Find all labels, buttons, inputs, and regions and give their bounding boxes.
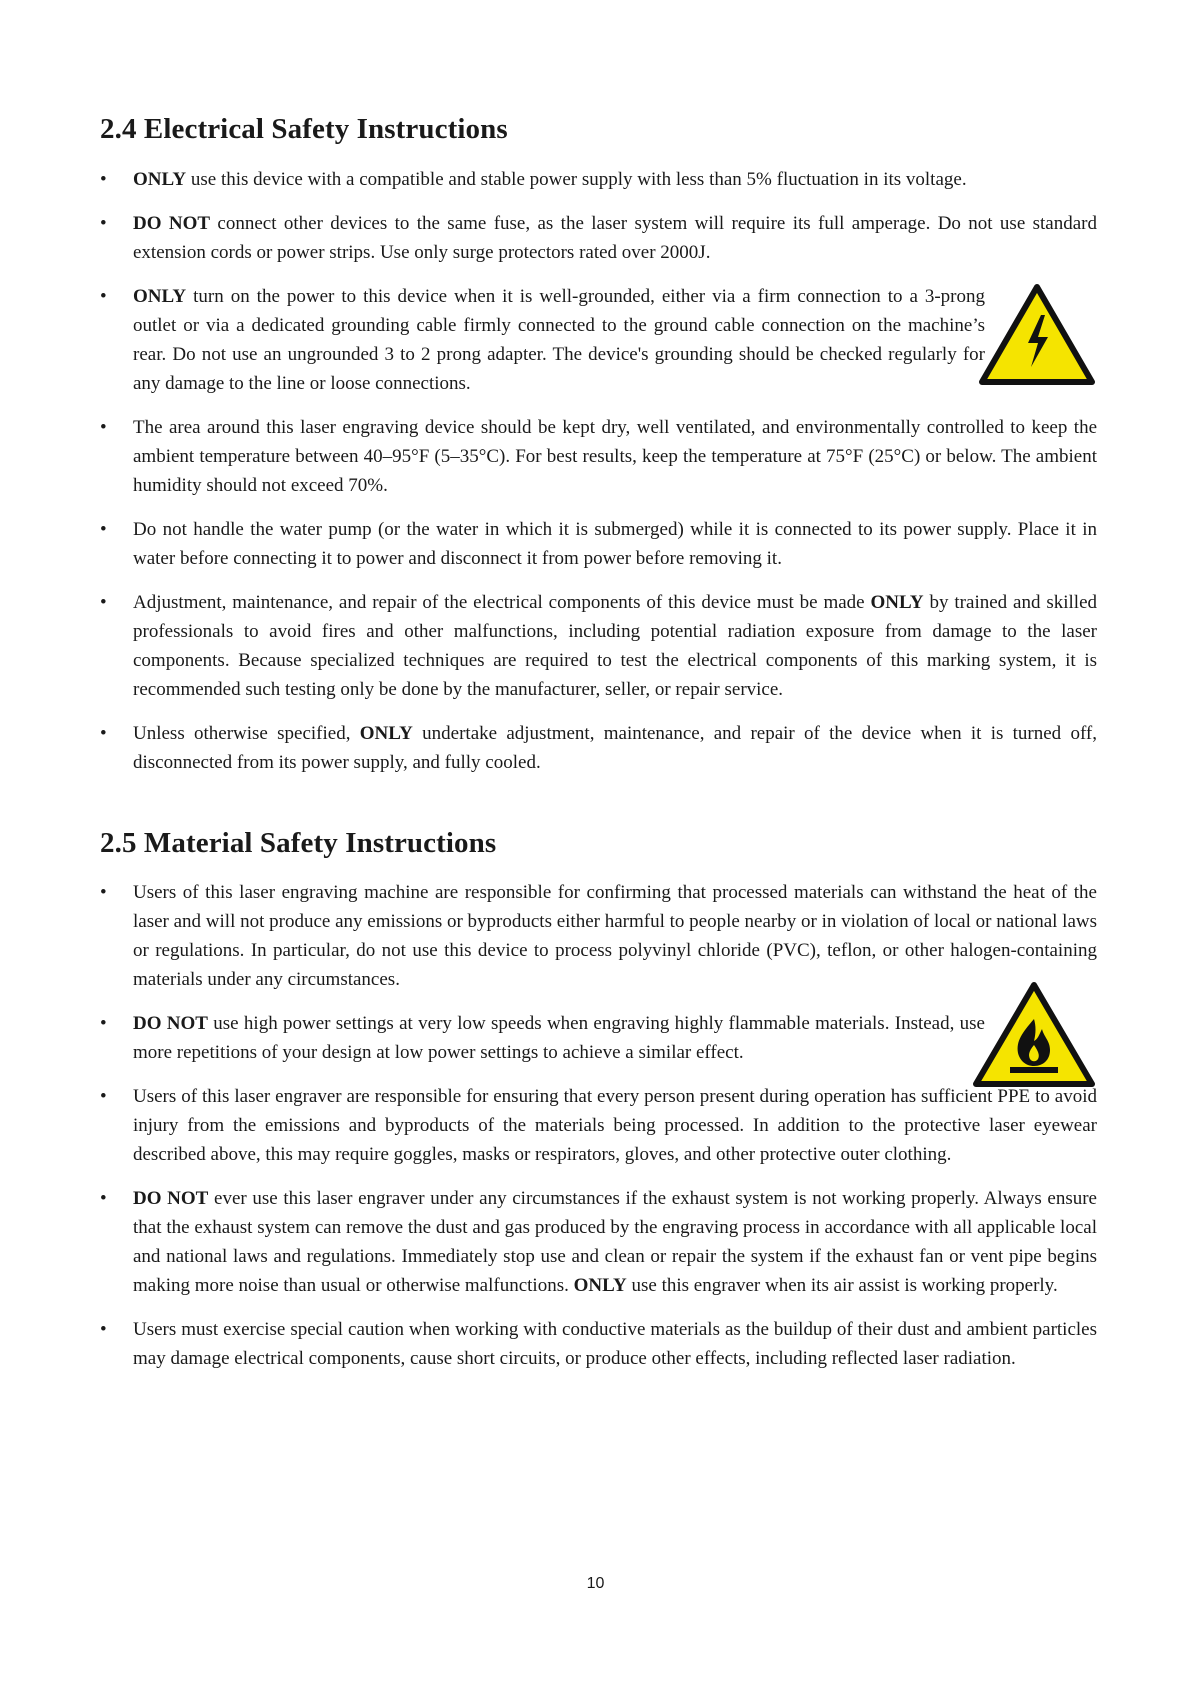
list-item: • DO NOT use high power settings at very low speeds when engraving highly flammable materials. Instead, use more repetitions of your design at low power settings to achieve a similar effect. [100, 1009, 985, 1067]
flammable-hazard-icon [972, 981, 1096, 1089]
list-item: • Unless otherwise specified, ONLY undertake adjustment, maintenance, and repair of the device when it is turned off, disconnected from its power supply, and fully cooled. [100, 719, 1097, 777]
list-item: • DO NOT ever use this laser engraver under any circumstances if the exhaust system is not working properly. Always ensure that the exhaust system can remove the dust and gas produced by the engraving process in accordance with all applicable local and national laws and regulations. Immediately stop use and clean or repair the system if the exhaust fan or vent pipe begins making more noise than usual or otherwise malfunctions. ONLY use this engraver when its air assist is working properly. [100, 1184, 1097, 1300]
page-number: 10 [586, 1575, 605, 1592]
list-item: • Users of this laser engraving machine are responsible for confirming that processed materials can withstand the heat of the laser and will not produce any emissions or byproducts either harmful to people nearby or in violation of local or national laws or regulations. In particular, do not use this device to process polyvinyl chloride (PVC), teflon, or other halogen-containing materials under any circumstances. [100, 878, 1097, 994]
list-item: • Adjustment, maintenance, and repair of the electrical components of this device must be made ONLY by trained and skilled professionals to avoid fires and other malfunctions, including potential radiation exposure from damage to the laser components. Because specialized techniques are required to test the electrical components of this marking system, it is recommended such testing only be done by the manufacturer, seller, or repair service. [100, 588, 1097, 704]
list-item: • The area around this laser engraving device should be kept dry, well ventilated, and environmentally controlled to keep the ambient temperature between 40–95°F (5–35°C). For best results, keep the temperature at 75°F (25°C) or below. The ambient humidity should not exceed 70%. [100, 413, 1097, 500]
list-item: • ONLY use this device with a compatible and stable power supply with less than 5% fluctuation in its voltage. [100, 165, 1097, 194]
section-heading-electrical: 2.4 Electrical Safety Instructions [100, 113, 508, 145]
electrical-hazard-icon [978, 283, 1096, 387]
section-heading-material: 2.5 Material Safety Instructions [100, 827, 497, 859]
list-item: • ONLY turn on the power to this device when it is well-grounded, either via a firm connection to a 3-prong outlet or via a dedicated grounding cable firmly connected to the ground cable connection on the machine’s rear. Do not use an ungrounded 3 to 2 prong adapter. The device's grounding should be checked regularly for any damage to the line or loose connections. [100, 282, 985, 398]
list-item: • DO NOT connect other devices to the same fuse, as the laser system will require its full amperage. Do not use standard extension cords or power strips. Use only surge protectors rated over 2000J. [100, 209, 1097, 267]
electrical-safety-list [100, 165, 1097, 792]
list-item: • Users of this laser engraver are responsible for ensuring that every person present during operation has sufficient PPE to avoid injury from the emissions and byproducts of the materials being processed. In addition to the protective laser eyewear described above, this may require goggles, masks or respirators, gloves, and other protective outer clothing. [100, 1082, 1097, 1169]
material-safety-list [100, 878, 1097, 1388]
list-item: • Do not handle the water pump (or the water in which it is submerged) while it is connected to its power supply. Place it in water before connecting it to power and disconnect it from power before removing it. [100, 515, 1097, 573]
list-item: • Users must exercise special caution when working with conductive materials as the buildup of their dust and ambient particles may damage electrical components, cause short circuits, or produce other effects, including reflected laser radiation. [100, 1315, 1097, 1373]
